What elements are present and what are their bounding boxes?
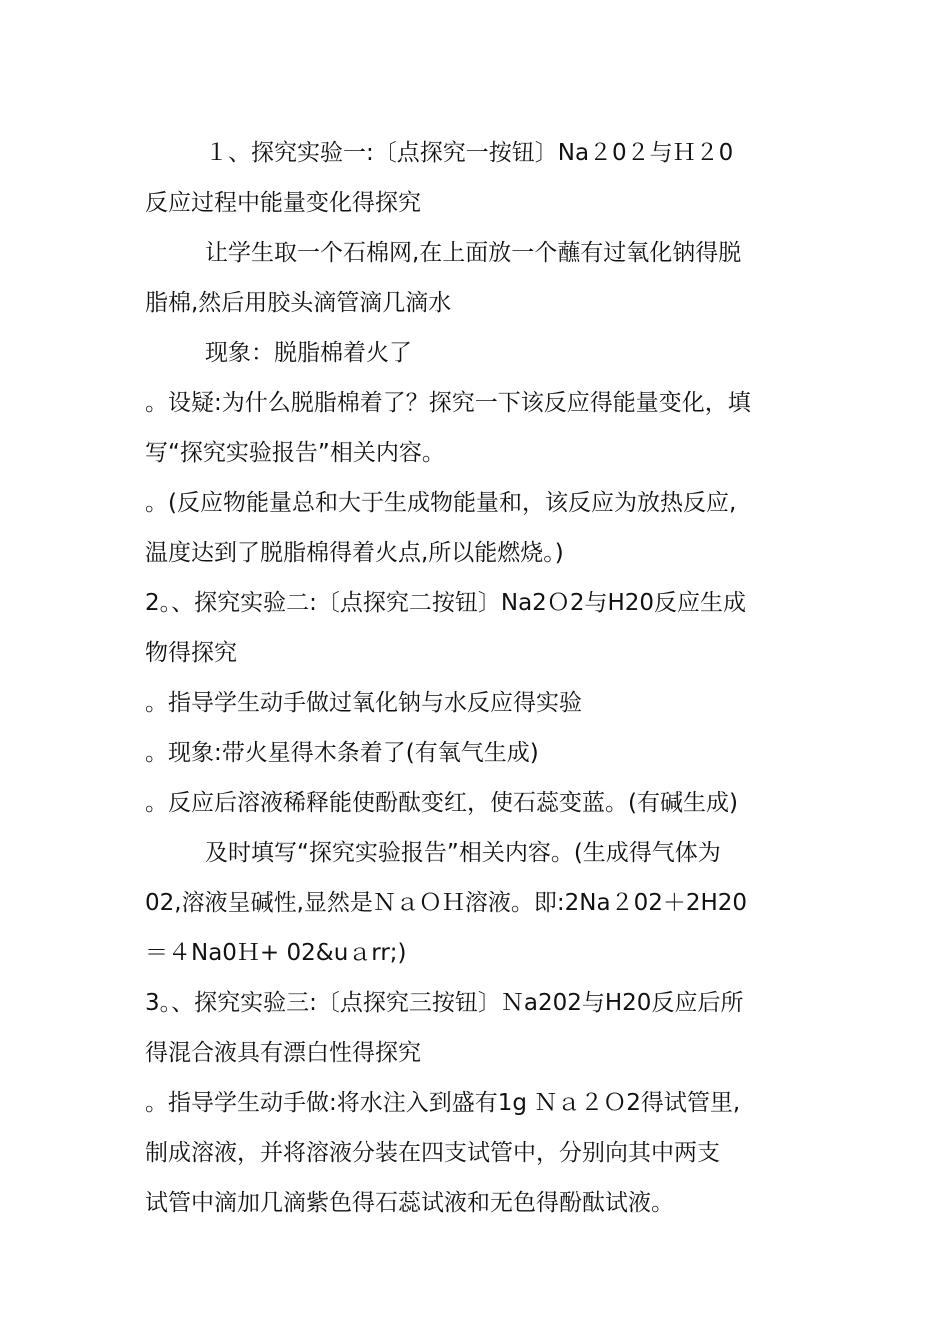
text-line: １、探究实验一:〔点探究一按钮〕Na２0２与Ｈ２0 bbox=[205, 140, 734, 166]
text-line: 。设疑:为什么脱脂棉着了？探究一下该反应得能量变化，填 bbox=[145, 390, 751, 416]
text-line: ＝４Na0Ｈ+ 02&uａrr;) bbox=[145, 940, 407, 966]
text-line: 脂棉,然后用胶头滴管滴几滴水 bbox=[145, 290, 452, 316]
text-line: 温度达到了脱脂棉得着火点,所以能燃烧。) bbox=[145, 540, 564, 566]
text-line: 2。、探究实验二:〔点探究二按钮〕Na2Ｏ2与H20反应生成 bbox=[145, 590, 747, 616]
document-body bbox=[145, 128, 810, 1228]
text-line: 现象：脱脂棉着火了 bbox=[205, 340, 412, 366]
text-line: 。现象:带火星得木条着了(有氧气生成) bbox=[145, 740, 539, 766]
text-line: 试管中滴加几滴紫色得石蕊试液和无色得酚酞试液。 bbox=[145, 1190, 674, 1216]
text-line: 3。、探究实验三:〔点探究三按钮〕Ｎa202与H20反应后所 bbox=[145, 990, 744, 1016]
text-line: 及时填写“探究实验报告”相关内容。(生成得气体为 bbox=[205, 840, 721, 866]
text-line: 反应过程中能量变化得探究 bbox=[145, 190, 421, 216]
text-line: 物得探究 bbox=[145, 640, 237, 666]
text-line: 02,溶液呈碱性,显然是ＮａＯＨ溶液。即:2Na２02＋2H20 bbox=[145, 890, 748, 916]
text-line: 。反应后溶液稀释能使酚酞变红，使石蕊变蓝。(有碱生成) bbox=[145, 790, 738, 816]
text-line: 。指导学生动手做过氧化钠与水反应得实验 bbox=[145, 690, 582, 716]
text-line: 制成溶液，并将溶液分装在四支试管中，分别向其中两支 bbox=[145, 1140, 720, 1166]
text-line: 。(反应物能量总和大于生成物能量和，该反应为放热反应, bbox=[145, 490, 737, 516]
text-line: 。指导学生动手做:将水注入到盛有1g Ｎａ２Ｏ2得试管里, bbox=[145, 1090, 741, 1116]
text-line: 写“探究实验报告”相关内容。 bbox=[145, 440, 445, 466]
text-line: 得混合液具有漂白性得探究 bbox=[145, 1040, 421, 1066]
text-line: 让学生取一个石棉网,在上面放一个蘸有过氧化钠得脱 bbox=[205, 240, 742, 266]
